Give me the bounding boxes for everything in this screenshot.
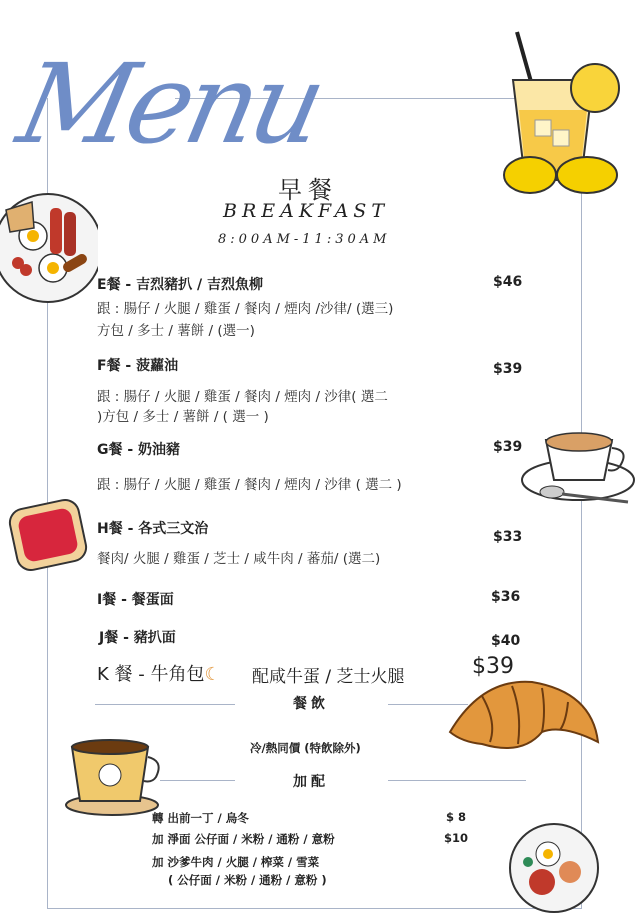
drinks-label: 餐飲	[293, 696, 329, 712]
item-f-price: $39	[493, 361, 523, 377]
item-g-title: G餐 - 奶油豬	[97, 442, 181, 458]
menu-script-title: Menu	[8, 40, 332, 168]
item-j-price: $40	[491, 633, 521, 649]
breakfast-bowl-icon	[508, 822, 600, 914]
item-f-title: F餐 - 菠蘿油	[97, 358, 179, 374]
item-h-desc1: 餐肉/ 火腿 / 雞蛋 / 芝士 / 咸牛肉 / 蕃茄/ (選二)	[97, 551, 381, 567]
item-h-title: H餐 - 各式三文治	[97, 521, 209, 537]
addon-row-4: ( 公仔面 / 米粉 / 通粉 / 意粉 )	[168, 873, 327, 887]
item-g-desc1: 跟 : 腸仔 / 火腿 / 雞蛋 / 餐肉 / 煙肉 / 沙律 ( 選二 )	[97, 477, 402, 493]
breakfast-plate-icon	[0, 188, 98, 306]
lemonade-icon	[495, 30, 625, 195]
coffee-cup-icon	[62, 735, 164, 817]
item-e-price: $46	[493, 274, 523, 290]
addon-row-3: 加 沙爹牛肉 / 火腿 / 榨菜 / 雪菜	[152, 855, 320, 869]
drinks-rule-left	[95, 704, 235, 705]
title-en: BREAKFAST	[223, 200, 389, 222]
item-e-desc1: 跟 : 腸仔 / 火腿 / 雞蛋 / 餐肉 / 煙肉 /沙律/ (選三)	[97, 301, 394, 317]
item-k-price: $39	[472, 654, 514, 679]
item-f-desc1: 跟 : 腸仔 / 火腿 / 雞蛋 / 餐肉 / 煙肉 / 沙律( 選二	[97, 389, 388, 405]
item-k-title-text: K 餐 - 牛角包	[97, 664, 205, 685]
addons-rule-left	[160, 780, 235, 781]
title-cn: 早餐	[278, 176, 338, 204]
item-j-title: J餐 - 豬扒面	[99, 630, 176, 646]
addon-price-1: $ 8	[446, 810, 467, 824]
item-e-title: E餐 - 吉烈豬扒 / 吉烈魚柳	[97, 277, 263, 293]
addon-price-2: $10	[444, 831, 469, 845]
drinks-rule-right	[388, 704, 468, 705]
item-e-desc2: 方包 / 多士 / 薯餅 / (選一)	[97, 323, 255, 339]
drinks-note: 冷/熱同價 (特飲除外)	[250, 741, 361, 755]
item-k-extra: 配咸牛蛋 / 芝士火腿	[252, 667, 405, 687]
hours: 8:00AM-11:30AM	[218, 232, 391, 247]
item-g-price: $39	[493, 439, 523, 455]
addons-label: 加配	[293, 774, 329, 790]
toast-jam-icon	[5, 490, 97, 582]
item-i-price: $36	[491, 589, 521, 605]
item-f-desc2: )方包 / 多士 / 薯餅 / ( 選一 )	[97, 409, 269, 425]
addon-row-2: 加 淨面 公仔面 / 米粉 / 通粉 / 意粉	[152, 832, 335, 846]
addon-row-1: 轉 出前一丁 / 烏冬	[152, 811, 249, 825]
item-k-title	[97, 660, 221, 686]
addons-rule-right	[388, 780, 526, 781]
item-i-title: I餐 - 餐蛋面	[97, 592, 174, 608]
croissant-icon	[442, 672, 602, 764]
croissant-small-icon: ☾	[204, 664, 221, 685]
milk-tea-icon	[518, 420, 640, 510]
item-h-price: $33	[493, 529, 523, 545]
